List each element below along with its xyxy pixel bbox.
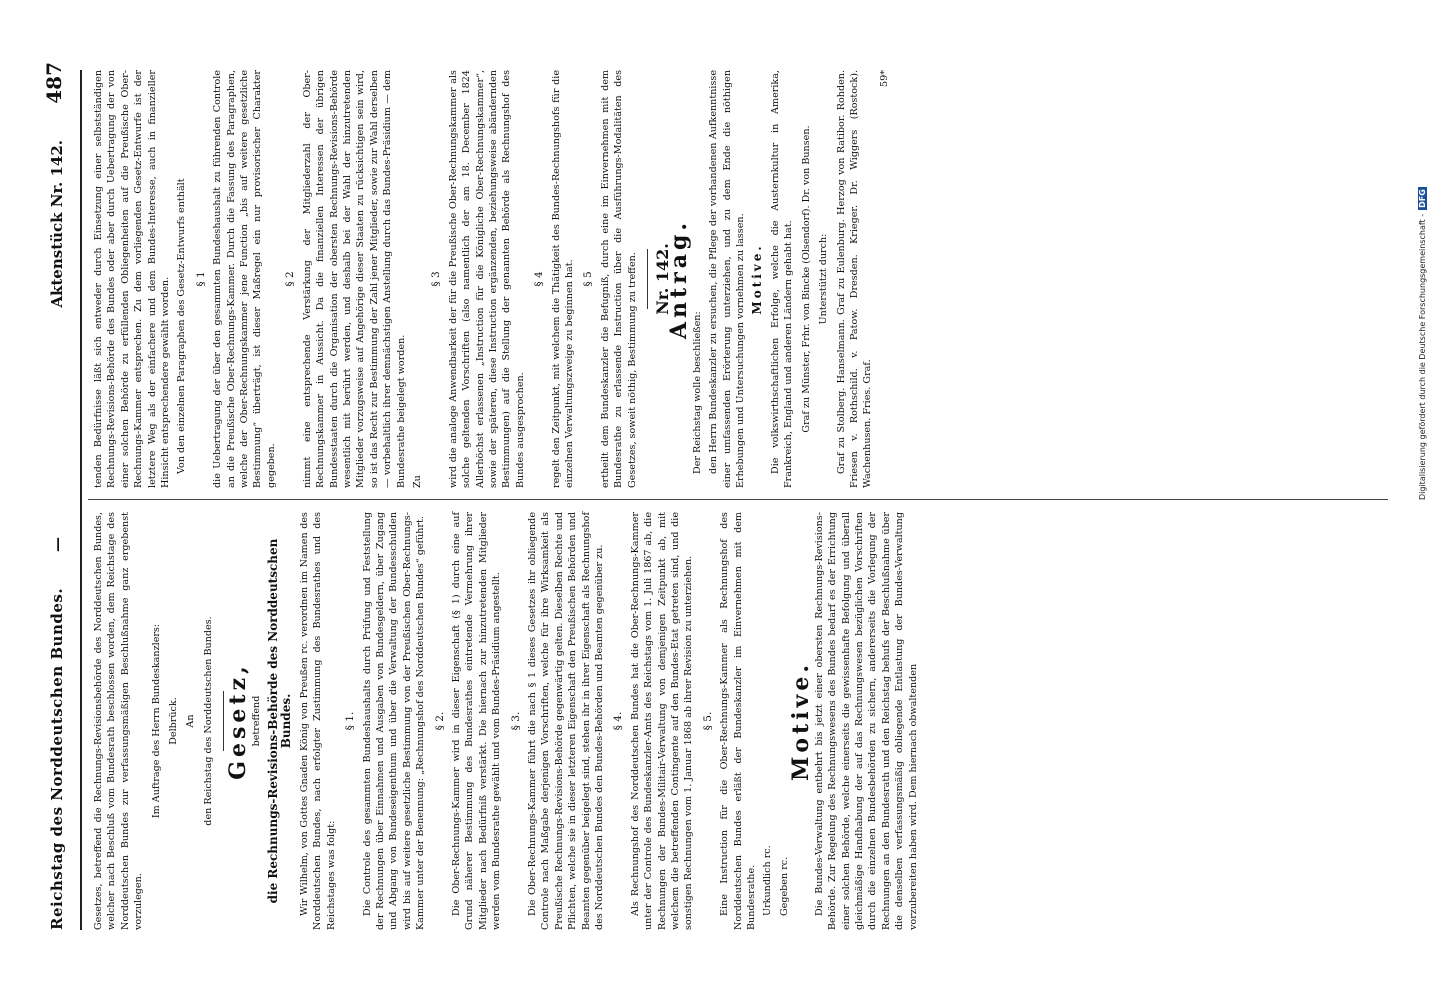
separator	[223, 691, 224, 751]
von-line: Von den einzelnen Paragraphen des Gesetz-Entwurfs enthält	[176, 178, 188, 474]
motive-section-5-head: § 5	[582, 271, 595, 287]
antrag-title: Antrag.	[666, 218, 693, 340]
motive-section-1-head: § 1	[194, 271, 207, 287]
motive-section-3-head: § 3	[430, 271, 443, 287]
preamble: Wir Wilhelm, von Gottes Gnaden König von Preußen rc. verordnen im Namen des Norddeutschen Bundes, nach erfolgter Zustimmung des Bundesrathes und des Reichstages was folgt:	[298, 512, 337, 930]
intro-text: Gesetzes, betreffend die Rechnungs-Revisionsbehörde des Norddeutschen Bundes, welcher nach Beschluß vom Bundesrath beschlossen worden, dem Reichstage des Norddeutschen Bundes zur verfassungsmäßigen Beschlußnahme ganz ergebenst vorzulegen.	[93, 512, 145, 930]
motive-section-5-text: ertheilt dem Bundeskanzler die Befugniß, durch eine im Einvernehmen mit dem Bundesrathe zu erlassende Instruction über die Ausführungs-Modalitäten des Gesetzes, soweit nöthig, Bestimmung zu treffen.	[599, 70, 638, 488]
column-divider	[88, 499, 1388, 500]
unterstuetzt-line: Unterstützt durch:	[818, 233, 830, 325]
motive-section-2-text: nimmt eine entsprechende Verstärkung der Mitgliederzahl der Ober-Rechnungskammer in Aussicht. Da die finanziellen Interessen der übrigen Bundesstaaten durch die Organisation der obersten Rechnungs-Revisions-Behörde wesentlich mit berührt werden, und deshalb bei der Wahl der hinzutretenden Mitglieder vorzugsweise auf Angehörige dieser Staaten zu rücksichtigen sein wird, so ist das Recht zur Bestimmung der Zahl jener Mitglieder, sowie zur Wahl derselben — vorbehaltlich ihrer demnächstigen Anstellung durch das Bundes-Präsidium — dem Bundesrathe beigelegt worden.	[301, 70, 407, 488]
section-1-text: Die Controle des gesammten Bundeshaushalts durch Prüfung und Feststellung der Rechnungen über Einnahmen und Ausgaben von Bundesgeldern, über Zugang und Abgang von Bundeseigenthum und über die Verwaltung der Bundesschulden wird bis auf weitere gesetzliche Bestimmung von der Preußischen Ober-Rechnungs-Kammer unter der Benennung: „Rechnungshof des Norddeutschen Bundes“ geführt.	[361, 512, 427, 930]
dfg-logo: DFG	[1418, 189, 1427, 208]
motive-section-2-head: § 2	[284, 271, 297, 287]
section-1-head: § 1.	[344, 711, 357, 731]
supporters-list: Graf zu Stolberg. Hanselmann. Graf zu Eulenburg. Herzog von Ratibor. Rohden. Friesen v. Rothschild. v. Patow. Dresden. Krieger. Dr. Wiggers (Rostock). Wachenhusen. Fries. Graf.	[835, 70, 874, 488]
header-right: Aktenstück Nr. 142.	[48, 140, 66, 308]
bottom-signature-number: 59*	[878, 70, 890, 88]
law-title: Gesetz,	[225, 662, 252, 780]
section-5-text: Eine Instruction für die Ober-Rechnungs-Kammer als Rechnungshof des Norddeutschen Bundes erläßt der Bundeskanzler im Einvernehmen mit dem Bundesrathe.	[719, 512, 758, 930]
header-left: Reichstag des Norddeutschen Bundes.	[48, 587, 66, 930]
an-line-2: den Reichstag des Norddeutschen Bundes.	[202, 616, 214, 826]
left-column	[92, 512, 923, 930]
right-column	[92, 70, 894, 488]
motive-section-4-head: § 4	[533, 271, 546, 287]
signers: Graf zu Münster, Frhr. von Bincke (Olsendorf). Dr. von Bunsen.	[800, 125, 812, 433]
motive-text-right: Die volkswirthschaftlichen Erfolge, welche die Austernkultur in Amerika, Frankreich, England und anderen Ländern gehabt hat.	[769, 70, 795, 488]
motive-title-right: Motive.	[750, 243, 765, 315]
gegeben-line: Gegeben rc.	[778, 856, 790, 916]
separator-2	[647, 249, 648, 309]
motive-section-4-text: regelt den Zeitpunkt, mit welchem die Thätigkeit des Bundes-Rechnungshofs für die einzelnen Verwaltungszweige zu beginnen hat.	[550, 70, 575, 488]
law-subtitle: die Rechnungs-Revisions-Behörde des Norddeutschen Bundes.	[266, 538, 294, 904]
section-5-head: § 5.	[701, 711, 714, 731]
antrag-lead: Der Reichstag wolle beschließen:	[691, 311, 703, 474]
continued-text: tenden Bedürfnisse läßt sich entweder durch Einsetzung einer selbstständigen Rechnungs-Revisions-Behörde des Bundes oder aber durch Uebertragung der von einer solchen Behörde zu erfüllenden Obliegenheiten auf die Preußische Ober-Rechnungs-Kammer entsprechen. Zu dem vorliegenden Gesetz-Entwurfe ist der letztere Weg als der einfachere und dem Bundes-Interesse, auch in finanzieller Hinsicht entsprechendere gewählt worden.	[93, 70, 172, 488]
an-line: An	[185, 714, 197, 728]
section-2-head: § 2.	[433, 711, 446, 731]
section-3-text: Die Ober-Rechnungs-Kammer führt die nach § 1 dieses Gesetzes ihr obliegende Controle nach Maßgabe derjenigen Vorschriften, welche für ihre Wirksamkeit als Preußische Rechnungs-Revisions-Behörde gegenwärtig gelten. Dieselben Rechte und Pflichten, welche sie in dieser letzteren Eigenschaft den Preußischen Behörden und Beamten gegenüber beigelegt sind, stehen ihr in ihrer Eigenschaft als Rechnungshof des Norddeutschen Bundes den Bundes-Behörden und Beamten gegenüber zu.	[526, 512, 605, 930]
law-betreffend: betreffend	[250, 695, 262, 747]
motive-title-left: Motive.	[788, 661, 815, 781]
header-dash: —	[48, 537, 66, 552]
digitization-note	[1418, 187, 1427, 500]
page-content	[28, 62, 1398, 930]
digitization-text: Digitalisierung gefördert durch die Deutsche Forschungsgemeinschaft -	[1418, 213, 1427, 500]
motive-text-left: Die Bundes-Verwaltung entbehrt bis jetzt einer obersten Rechnungs-Revisions-Behörde. Zur Regelung des Rechnungswesens des Bundes bedarf es der Errichtung einer solchen Behörde, welche einerseits die gewissenhafte Befolgung und überall gleichmäßige Handhabung der auf das Rechnungswesen bezüglichen Vorschriften durch die einzelnen Bundesbehörden zu sichern, andererseits die Vorlegung der Rechnungen an den Bundesrath und den Reichstag behufs der Beschlußnahme über die denselben verfassungsmäßig obliegende Entlastung der Bundes-Verwaltung vorzubereiten haben wird. Dem hiernach obwaltenden	[813, 512, 919, 930]
antrag-text: den Herrn Bundeskanzler zu ersuchen, die Pflege der vorhandenen Aufkenntnisse einer umfassenden Erörterung unterziehen, und zu dem Ende die nöthigen Erhebungen und Untersuchungen vornehmen zu lassen.	[708, 70, 747, 488]
motive-section-3-text: wird die analoge Anwendbarkeit der für die Preußische Ober-Rechnungskammer als solche geltenden Vorschriften (also namentlich der am 18. December 1824 Allerhöchst erlassenen „Instruction für die Königliche Ober-Rechnungskammer“, sowie der späteren, diese Instruction ergänzenden, beziehungsweise abändernden Bestimmungen) auf die Stellung der genannten Behörde als Rechnungshof des Bundes ausgesprochen.	[447, 70, 526, 488]
page-header	[28, 62, 82, 930]
section-4-head: § 4.	[612, 711, 625, 731]
motive-section-1-text: die Uebertragung der über den gesammten Bundeshaushalt zu führenden Controle an die Preußische Ober-Rechnungs-Kammer. Durch die Fassung des Paragraphen, welche der Ober-Rechnungskammer jene Function „bis auf weitere gesetzliche Bestimmung“ überträgt, ist dieser Maßregel ein nur provisorischer Charakter gegeben.	[212, 70, 277, 488]
document-number: Nr. 142.	[653, 243, 673, 315]
section-3-head: § 3.	[509, 711, 522, 731]
auftrag-line: Im Auftrage des Herrn Bundeskanzlers:	[150, 623, 162, 819]
section-4-text: Als Rechnungshof des Norddeutschen Bundes hat die Ober-Rechnungs-Kammer unter der Controle des Bundeskanzler-Amts des Reichstags vom 1. Juli 1867 ab, die Rechnungen der Bundes-Militair-Verwaltung von demjenigen Zeitpunkt ab, mit welchem die betreffenden Contingente auf den Bundes-Etat getreten sind, und die sonstigen Rechnungen vom 1. Januar 1868 ab ihrer Revision zu unterziehen.	[629, 512, 695, 930]
page-number: 487	[42, 62, 66, 104]
section-2-text: Die Ober-Rechnungs-Kammer wird in dieser Eigenschaft (§ 1) durch eine auf Grund näherer Bestimmung des Bundesrathes eintretende Vermehrung ihrer Mitglieder nach Bedürfniß verstärkt. Die hiernach zur hinzutretenden Mitglieder werden vom Bundesrathe gewählt und vom Bundes-Präsidium angestellt.	[450, 512, 503, 930]
zu-line: Zu	[411, 475, 423, 488]
urkund-line: Urkundlich rc.	[762, 845, 774, 916]
signer: Delbrück.	[168, 697, 180, 745]
